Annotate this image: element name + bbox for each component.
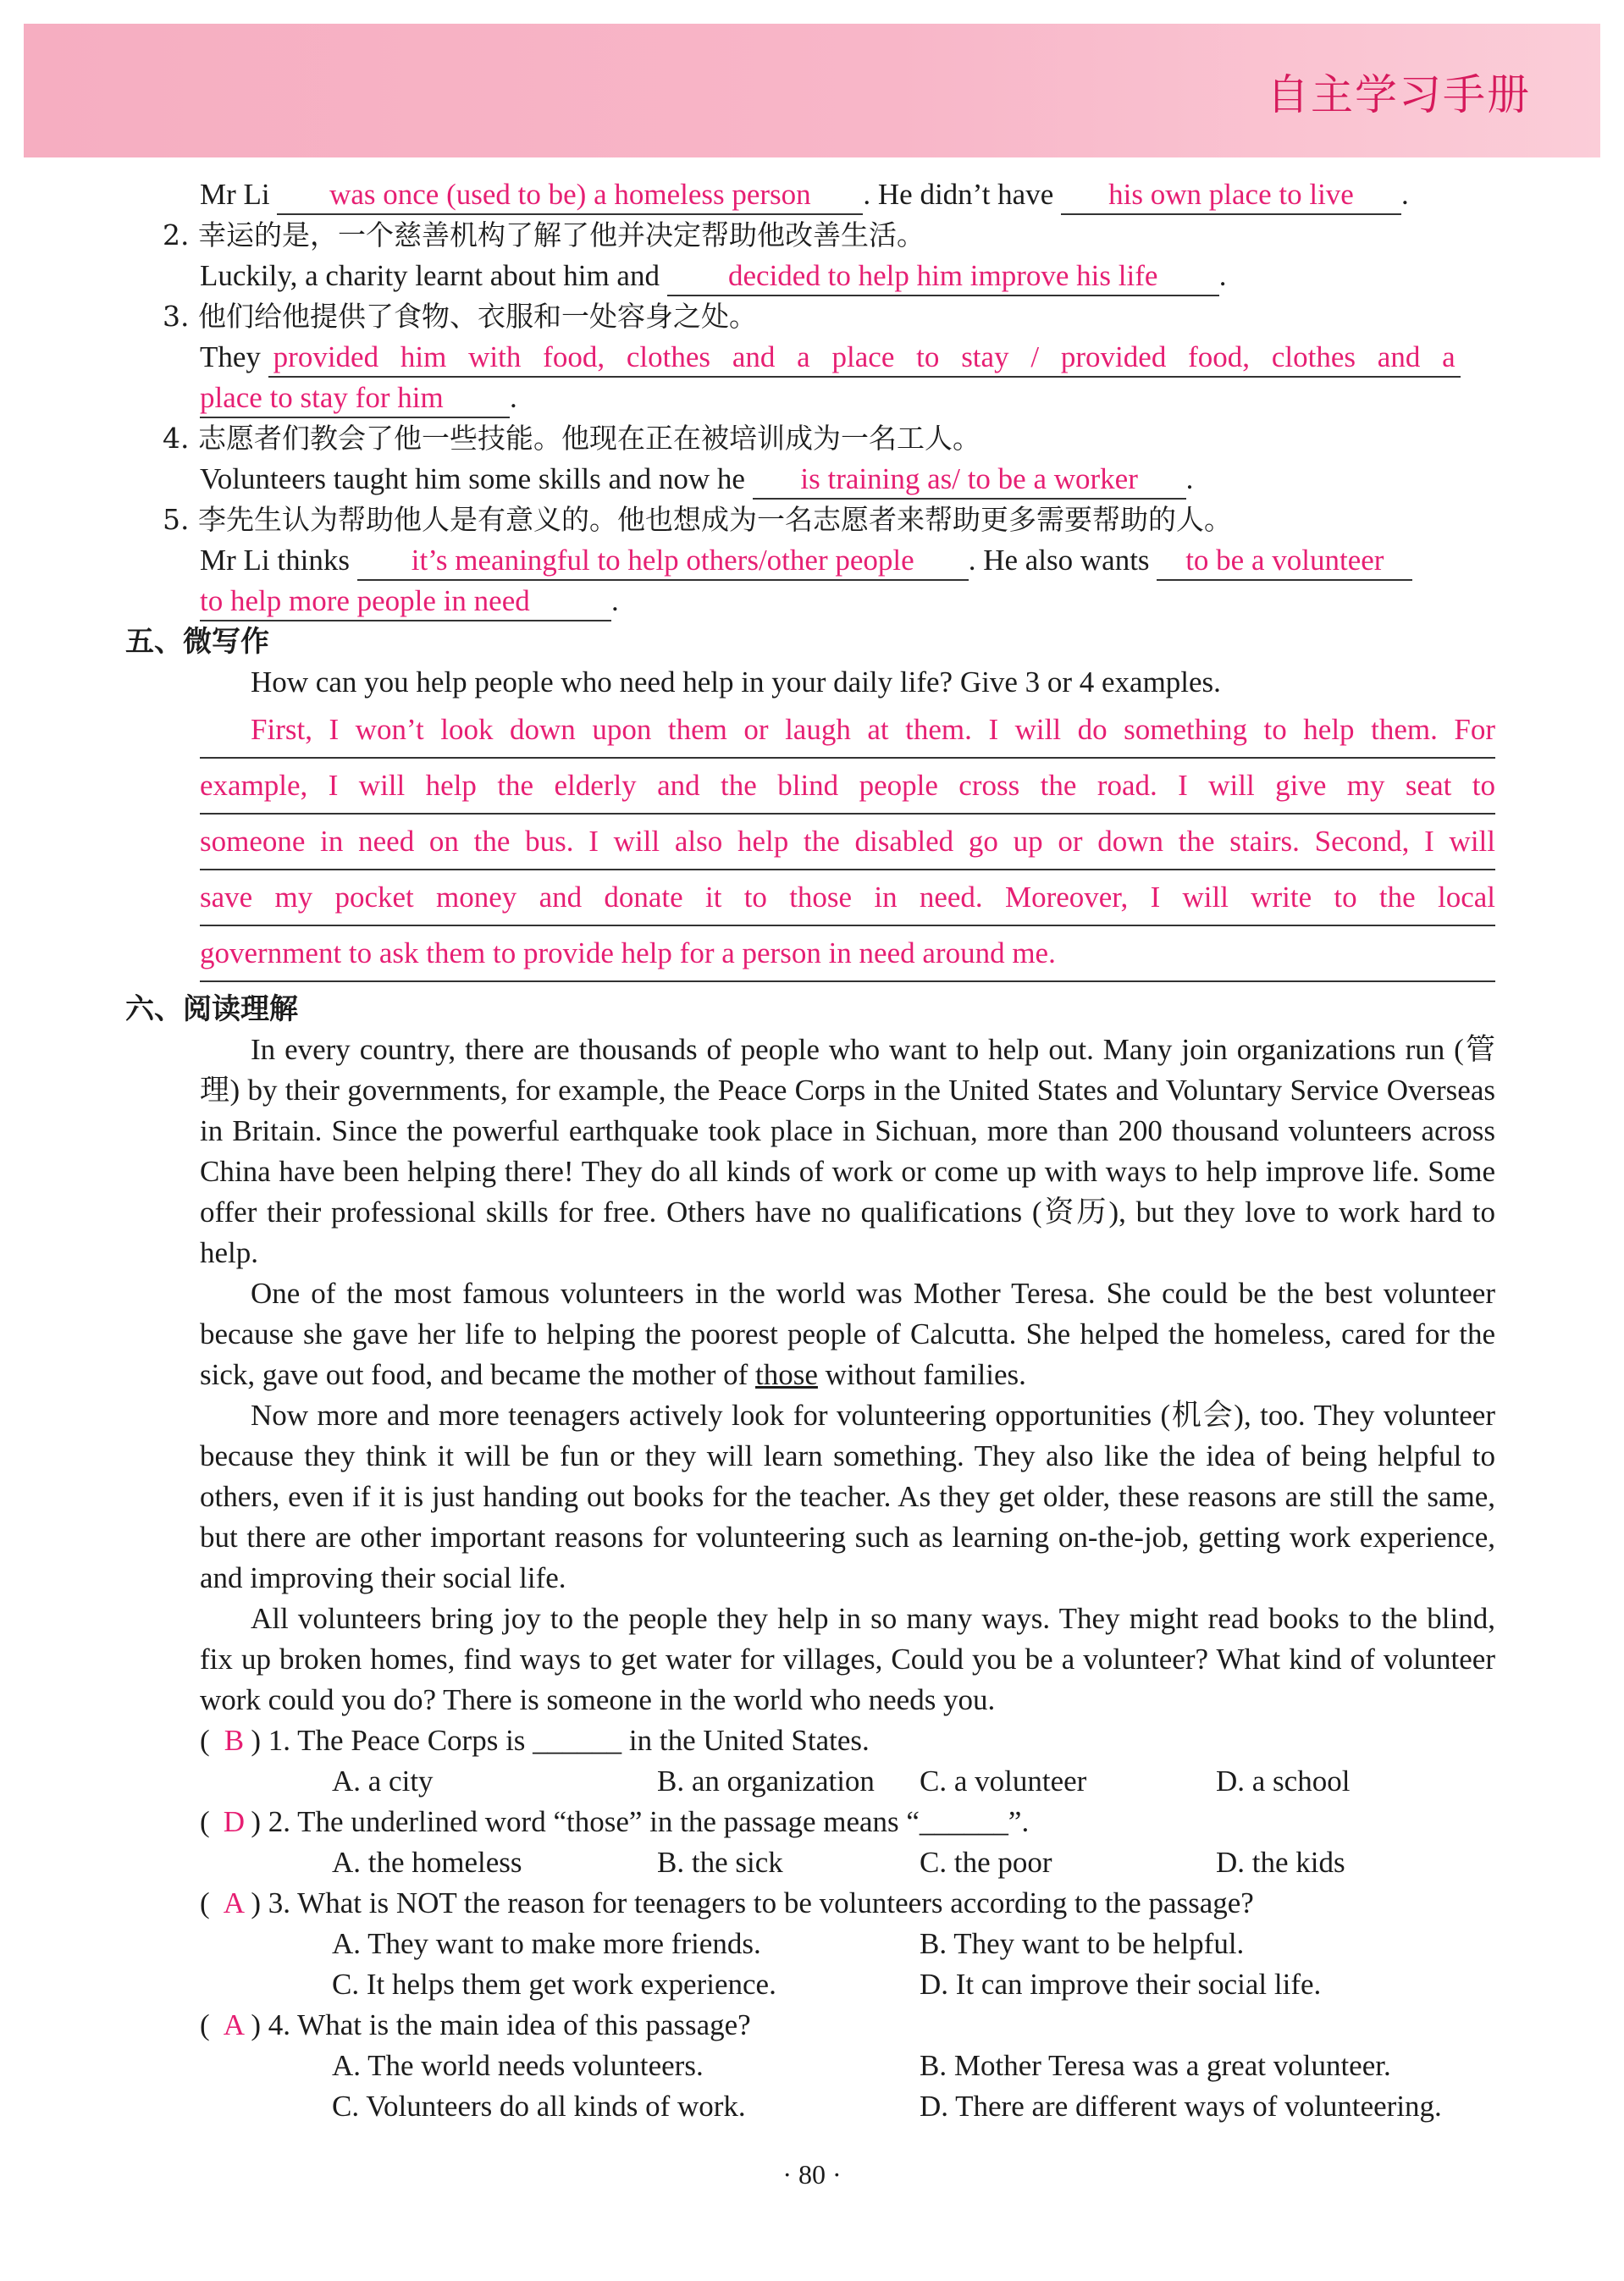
question-4-option-b: B. Mother Teresa was a great volunteer. bbox=[920, 2049, 1391, 2082]
q5-english-line-1 bbox=[200, 540, 1495, 581]
question-4-option-a: A. The world needs volunteers. bbox=[332, 2049, 704, 2082]
q3-answer-line-2: place to stay for him bbox=[200, 379, 510, 418]
reading-paragraph-2 bbox=[200, 1273, 1495, 1395]
question-3-options-row-2 bbox=[200, 1964, 1495, 2005]
question-3-option-a: A. They want to make more friends. bbox=[332, 1927, 761, 1960]
q5-middle: . He also wants bbox=[968, 544, 1157, 577]
q5-prefix: Mr Li thinks bbox=[200, 544, 357, 577]
writing-line-5: government to ask them to provide help for a person in need around me. bbox=[200, 926, 1495, 982]
writing-line-2: example, I will help the elderly and the blind people cross the road. I will give my seat to bbox=[200, 759, 1495, 815]
q2-end: . bbox=[1218, 259, 1227, 292]
underlined-word-those: those bbox=[755, 1358, 818, 1391]
q3-chinese: 3. 他们给他提供了食物、衣服和一处容身之处。 bbox=[163, 300, 757, 333]
question-4-stem: ) 4. What is the main idea of this passage? bbox=[251, 2008, 751, 2041]
question-2-option-c: C. the poor bbox=[920, 1846, 1052, 1879]
q2-prefix: Luckily, a charity learnt about him and bbox=[200, 259, 667, 292]
q1-english-line bbox=[200, 174, 1495, 215]
q3-end: . bbox=[510, 381, 517, 414]
writing-answer-block bbox=[200, 703, 1495, 982]
question-3-answer: A bbox=[223, 1886, 246, 1919]
question-4-option-c: C. Volunteers do all kinds of work. bbox=[332, 2090, 746, 2123]
header-title: 自主学习手册 bbox=[1267, 70, 1531, 119]
q1-end: . bbox=[1401, 178, 1409, 211]
question-1-stem: ) 1. The Peace Corps is ______ in the United States. bbox=[251, 1724, 870, 1757]
q2-chinese: 2. 幸运的是，一个慈善机构了解了他并决定帮助他改善生活。 bbox=[163, 218, 925, 251]
question-1-option-c: C. a volunteer bbox=[920, 1765, 1087, 1798]
q4-end: . bbox=[1185, 462, 1194, 495]
q2-english-line bbox=[200, 256, 1495, 296]
reading-paragraph-4: All volunteers bring joy to the people they help in so many ways. They might read books to the blind, fix up broken homes, find ways to get water for villages, Could you be a volunteer? What kind of volunteer work could you do? There is someone in the world who needs you. bbox=[200, 1602, 1495, 1716]
q4-prefix: Volunteers taught him some skills and now he bbox=[200, 462, 753, 495]
question-4-options-row-1 bbox=[200, 2046, 1495, 2086]
q5-chinese: 5. 李先生认为帮助他人是有意义的。他也想成为一名志愿者来帮助更多需要帮助的人。 bbox=[163, 503, 1232, 536]
q5-end: . bbox=[611, 584, 619, 617]
reading-paragraph-2-start: One of the most famous volunteers in the world was Mother Teresa. She could be the best volunteer because she gave her life to helping the poorest people of Calcutta. She helped the homeless, cared for the sick, gave out food, and became the mother of bbox=[200, 1277, 1495, 1391]
q4-chinese: 4. 志愿者们教会了他一些技能。他现在正在被培训成为一名工人。 bbox=[163, 422, 980, 455]
q3-prefix: They bbox=[200, 340, 268, 373]
question-2-option-a: A. the homeless bbox=[332, 1846, 522, 1879]
question-4: ( A ) 4. What is the main idea of this passage? bbox=[200, 2005, 1495, 2046]
question-4-answer: A bbox=[223, 2008, 246, 2041]
q5-answer-2-line-1: to be a volunteer bbox=[1157, 542, 1412, 581]
page-content bbox=[125, 174, 1495, 2127]
question-2-option-d: D. the kids bbox=[1216, 1846, 1345, 1879]
question-1: ( B ) 1. The Peace Corps is ______ in the United States. bbox=[200, 1720, 1495, 1761]
writing-line-1: First, I won’t look down upon them or laugh at them. I will do something to help them. For bbox=[200, 703, 1495, 759]
q4-answer: is training as/ to be a worker bbox=[753, 461, 1186, 500]
writing-section-title: 五、微写作 bbox=[125, 625, 269, 659]
q5-answer-2-line-2: to help more people in need bbox=[200, 583, 611, 621]
question-2-stem: ) 2. The underlined word “those” in the passage means “______”. bbox=[251, 1805, 1030, 1838]
reading-section-title: 六、阅读理解 bbox=[125, 992, 298, 1026]
question-2-options bbox=[200, 1842, 1495, 1883]
q4-english-line bbox=[200, 459, 1495, 500]
question-3-option-b: B. They want to be helpful. bbox=[920, 1927, 1245, 1960]
question-3-option-d: D. It can improve their social life. bbox=[920, 1968, 1322, 2001]
q1-answer-2: his own place to live bbox=[1061, 176, 1401, 215]
writing-prompt: How can you help people who need help in your daily life? Give 3 or 4 examples. bbox=[251, 666, 1221, 699]
q5-english-line-2 bbox=[200, 581, 1495, 621]
question-3-stem: ) 3. What is NOT the reason for teenagers to be volunteers according to the passage? bbox=[251, 1886, 1254, 1919]
reading-paragraph-3: Now more and more teenagers actively look for volunteering opportunities (机会), too. They volunteer because they think it will be fun or they will learn something. They also like the idea of being helpful to others, even if it is just handing out books for the teacher. As they get older, these reasons are still the same, but there are other important reasons for volunteering such as learning on-the-job, getting work experience, and improving their social life. bbox=[200, 1399, 1495, 1594]
question-3-option-c: C. It helps them get work experience. bbox=[332, 1968, 776, 2001]
question-1-option-b: B. an organization bbox=[657, 1765, 875, 1798]
question-1-answer: B bbox=[224, 1724, 245, 1757]
page-number: · 80 · bbox=[782, 2159, 842, 2190]
question-1-option-d: D. a school bbox=[1216, 1765, 1351, 1798]
question-1-option-a: A. a city bbox=[332, 1765, 434, 1798]
q3-english-line-1 bbox=[200, 337, 1495, 378]
q2-answer: decided to help him improve his life bbox=[667, 257, 1219, 296]
writing-line-3: someone in need on the bus. I will also help the disabled go up or down the stairs. Second, I will bbox=[200, 815, 1495, 870]
q5-answer-1: it’s meaningful to help others/other people bbox=[357, 542, 969, 581]
question-1-options bbox=[200, 1761, 1495, 1802]
question-4-option-d: D. There are different ways of volunteering. bbox=[920, 2090, 1442, 2123]
question-3: ( A ) 3. What is NOT the reason for teenagers to be volunteers according to the passage? bbox=[200, 1883, 1495, 1924]
q3-english-line-2 bbox=[200, 378, 1495, 418]
writing-line-4: save my pocket money and donate it to those in need. Moreover, I will write to the local bbox=[200, 870, 1495, 926]
question-2-answer: D bbox=[223, 1805, 246, 1838]
reading-paragraph-1: In every country, there are thousands of people who want to help out. Many join organizations run (管理) by their governments, for example, the Peace Corps in the United States and Voluntary Service Overseas in Britain. Since the powerful earthquake took place in Sichuan, more than 200 thousand volunteers across China have been helping there! They do all kinds of work or come up with ways to help improve life. Some offer their professional skills for free. Others have no qualifications (资历), but they love to work hard to help. bbox=[200, 1033, 1495, 1269]
q1-answer-1: was once (used to be) a homeless person bbox=[277, 176, 863, 215]
question-2-option-b: B. the sick bbox=[657, 1846, 783, 1879]
reading-paragraph-2-end: without families. bbox=[817, 1358, 1026, 1391]
question-4-options-row-2 bbox=[200, 2086, 1495, 2127]
q1-prefix: Mr Li bbox=[200, 178, 278, 211]
q3-answer-line-1: provided him with food, clothes and a place to stay / provided food, clothes and a bbox=[268, 339, 1461, 378]
question-2: ( D ) 2. The underlined word “those” in the passage means “______”. bbox=[200, 1802, 1495, 1842]
q1-middle: . He didn’t have bbox=[863, 178, 1061, 211]
question-3-options-row-1 bbox=[200, 1924, 1495, 1964]
